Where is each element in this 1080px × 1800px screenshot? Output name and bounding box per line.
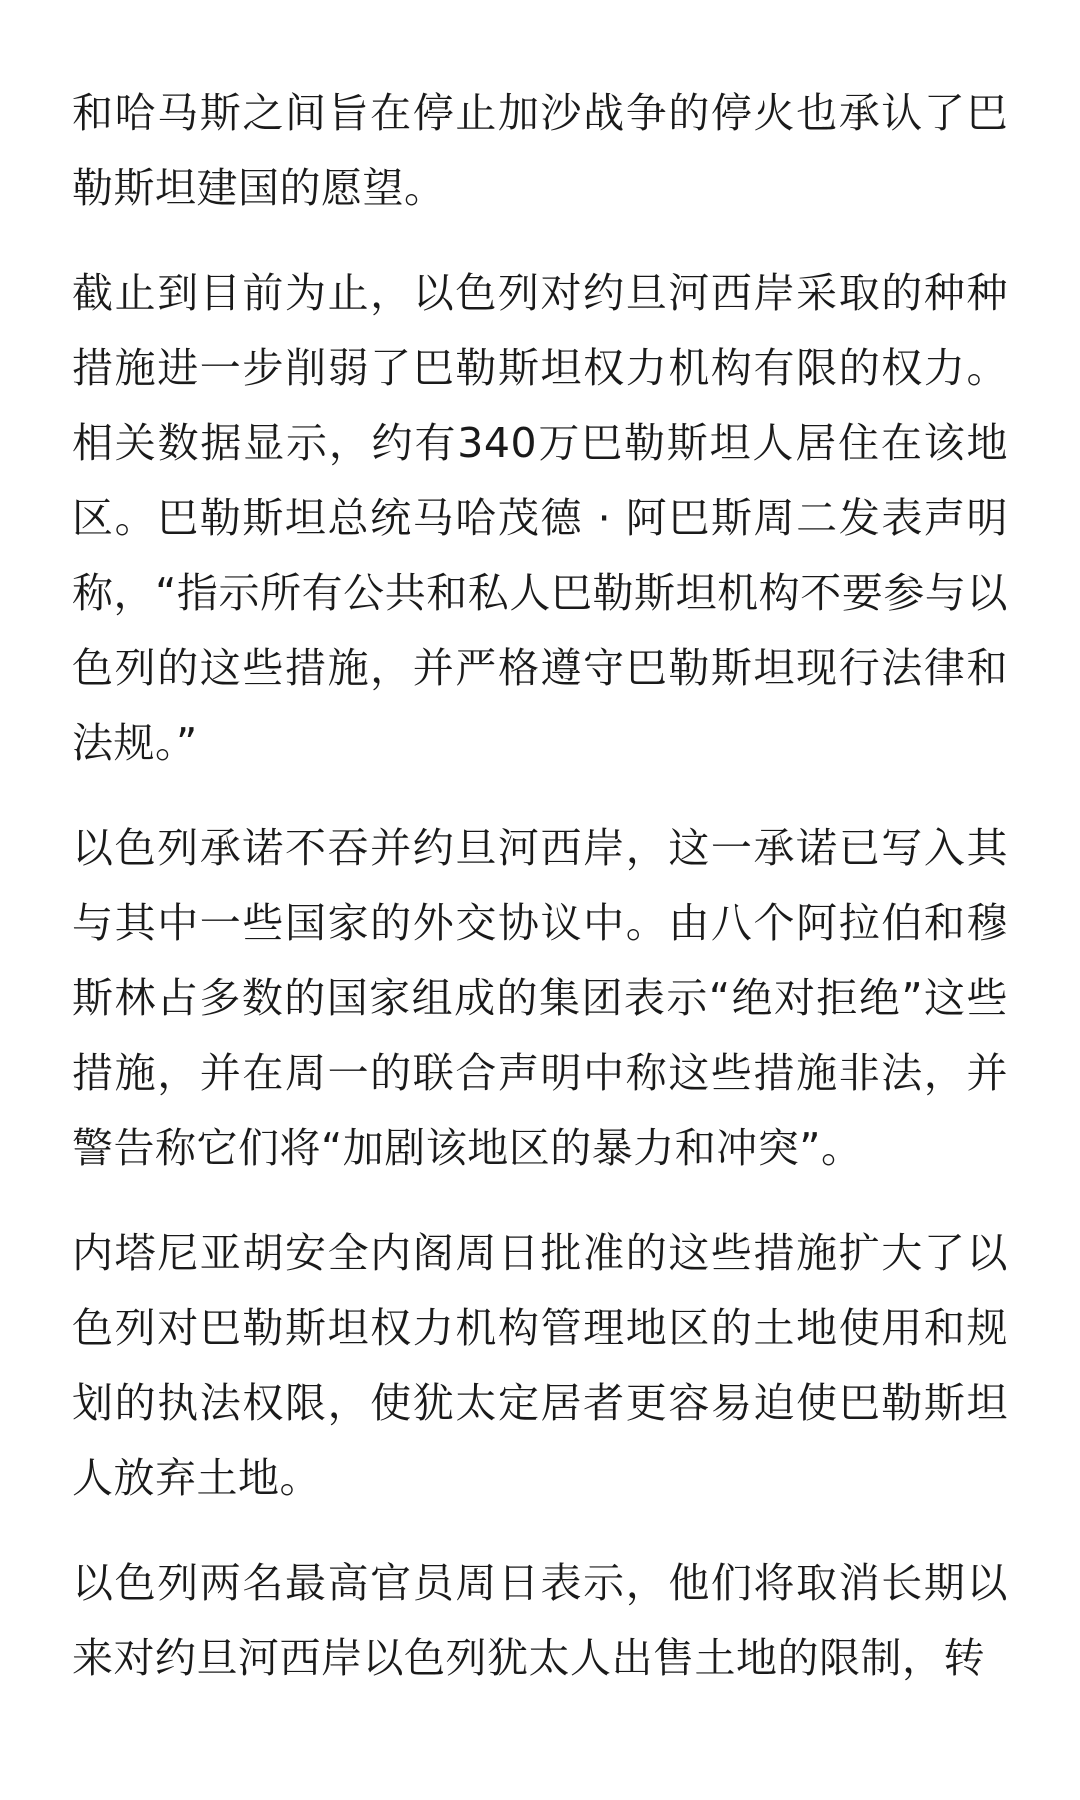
paragraph-land-sale-restrictions: 以色列两名最高官员周日表示，他们将取消长期以来对约旦河西岸以色列犹太人出售土地的限制，转: [72, 1559, 1008, 1682]
paragraph-west-bank-measures: 截止到目前为止，以色列对约旦河西岸采取的种种措施进一步削弱了巴勒斯坦权力机构有限的权力。相关数据显示，约有340万巴勒斯坦人居住在该地区。巴勒斯坦总统马哈茂德 · 阿巴斯周二发表声明称，“指示所有公共和私人巴勒斯坦机构不要参与以色列的这些措施，并严格遵守巴勒斯坦现行法律和法规。”: [72, 269, 1008, 767]
paragraph-annexation-pledge: 以色列承诺不吞并约旦河西岸，这一承诺已写入其与其中一些国家的外交协议中。由八个阿拉伯和穆斯林占多数的国家组成的集团表示“绝对拒绝”这些措施，并在周一的联合声明中称这些措施非法，并警告称它们将“加剧该地区的暴力和冲突”。: [72, 824, 1008, 1172]
paragraph-ceasefire: 和哈马斯之间旨在停止加沙战争的停火也承认了巴勒斯坦建国的愿望。: [72, 89, 1008, 212]
article-body: [72, 76, 1008, 1726]
paragraph-security-cabinet: 内塔尼亚胡安全内阁周日批准的这些措施扩大了以色列对巴勒斯坦权力机构管理地区的土地使用和规划的执法权限，使犹太定居者更容易迫使巴勒斯坦人放弃土地。: [72, 1229, 1008, 1502]
